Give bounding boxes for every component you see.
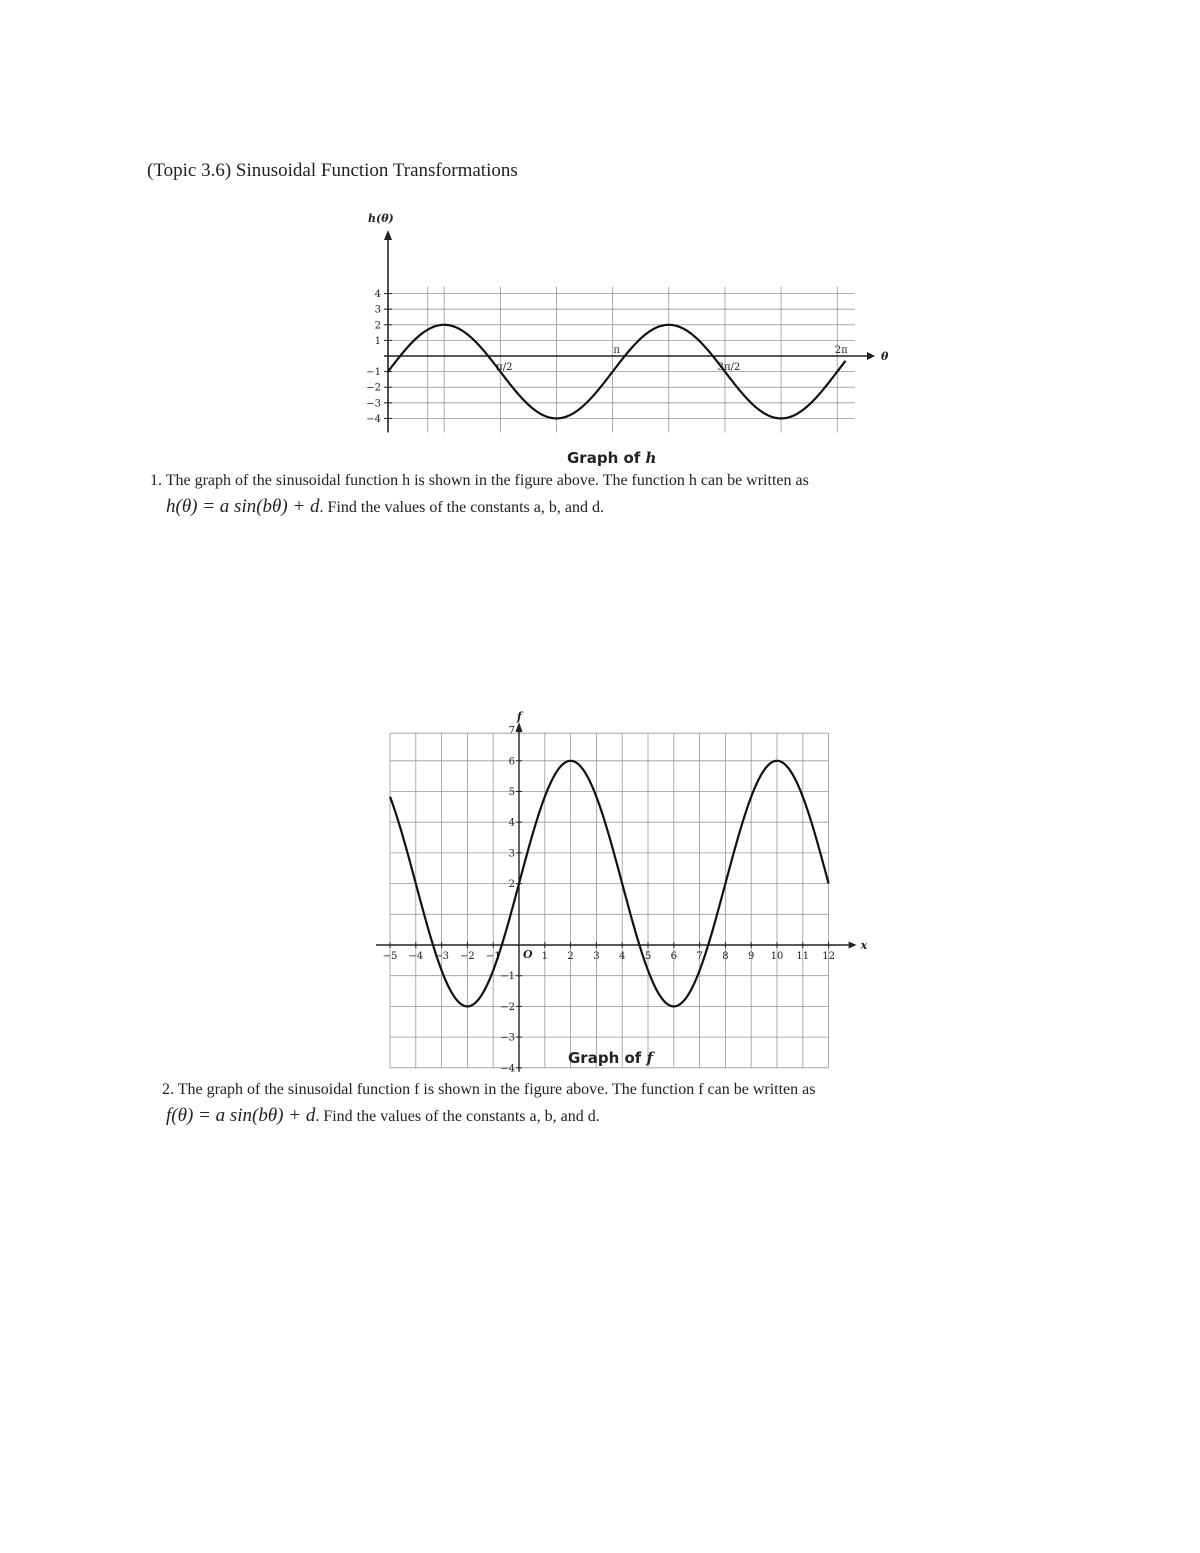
graph-f-caption: Graph of f — [568, 1049, 653, 1067]
x-tick-label: π/2 — [496, 362, 513, 373]
page-heading: (Topic 3.6) Sinusoidal Function Transformations — [147, 160, 518, 181]
origin-label: O — [523, 948, 533, 961]
x-tick-label: 6 — [670, 951, 677, 962]
x-tick-label: 11 — [796, 951, 810, 962]
x-tick-label: −1 — [485, 951, 501, 962]
question-1-formula: h(θ) = a sin(bθ) + d — [166, 496, 320, 517]
x-tick-label: 12 — [822, 951, 835, 962]
y-axis-arrow — [384, 230, 392, 240]
graph-h-caption: Graph of h — [567, 449, 657, 467]
y-tick-label: 4 — [374, 289, 381, 301]
question-1-rest: . Find the values of the constants a, b, and d. — [319, 499, 604, 516]
question-2-formula: f(θ) = a sin(bθ) + d — [166, 1105, 316, 1126]
y-tick-label: 5 — [508, 787, 515, 798]
y-tick-label: 7 — [508, 725, 515, 737]
x-tick-label: −5 — [382, 951, 398, 962]
y-tick-label: 2 — [374, 320, 381, 332]
question-2-line1: 2. The graph of the sinusoidal function f is shown in the figure above. The function f can be written as — [162, 1081, 816, 1098]
y-axis-label: f — [517, 710, 522, 723]
x-tick-label: −2 — [460, 951, 475, 962]
x-tick-label: 1 — [541, 951, 548, 962]
y-axis-label: h(θ) — [368, 212, 394, 225]
y-tick-label: 4 — [508, 817, 515, 829]
x-tick-label: π — [613, 345, 620, 356]
x-axis-label: x — [860, 939, 868, 952]
x-tick-label: 9 — [748, 951, 755, 962]
x-tick-label: −4 — [408, 951, 424, 962]
question-2-rest: . Find the values of the constants a, b, and d. — [315, 1108, 600, 1125]
question-1-line1: 1. The graph of the sinusoidal function h is shown in the figure above. The function h can be written as — [150, 472, 809, 489]
x-tick-label: 4 — [619, 951, 626, 962]
x-tick-label: 3π/2 — [717, 362, 741, 373]
x-axis-arrow — [867, 352, 875, 360]
x-axis-label: θ — [881, 350, 889, 363]
x-tick-label: 2π — [834, 345, 848, 356]
y-tick-label: 6 — [508, 756, 515, 768]
y-tick-label: −3 — [366, 398, 381, 410]
y-tick-label: −1 — [366, 367, 381, 379]
y-tick-label: −4 — [500, 1063, 515, 1075]
y-tick-label: 3 — [508, 848, 515, 860]
x-tick-label: 3 — [593, 951, 600, 962]
x-tick-label: 2 — [567, 951, 574, 962]
graph-h — [355, 208, 895, 443]
y-tick-label: −1 — [500, 971, 515, 983]
question-2 — [162, 1077, 962, 1130]
y-tick-label: −2 — [500, 1001, 515, 1013]
x-tick-label: 7 — [696, 951, 703, 962]
y-tick-label: 1 — [374, 335, 381, 347]
y-tick-label: −4 — [366, 413, 381, 425]
x-axis-arrow — [849, 942, 857, 949]
x-tick-label: 5 — [644, 951, 652, 962]
y-tick-label: 3 — [374, 304, 381, 316]
x-tick-label: −3 — [434, 951, 449, 962]
y-tick-label: 2 — [508, 879, 515, 891]
y-tick-label: −2 — [366, 382, 381, 394]
x-tick-label: 8 — [722, 951, 729, 962]
y-tick-label: −3 — [500, 1032, 515, 1044]
x-tick-label: 10 — [770, 951, 784, 962]
question-1 — [150, 468, 950, 521]
